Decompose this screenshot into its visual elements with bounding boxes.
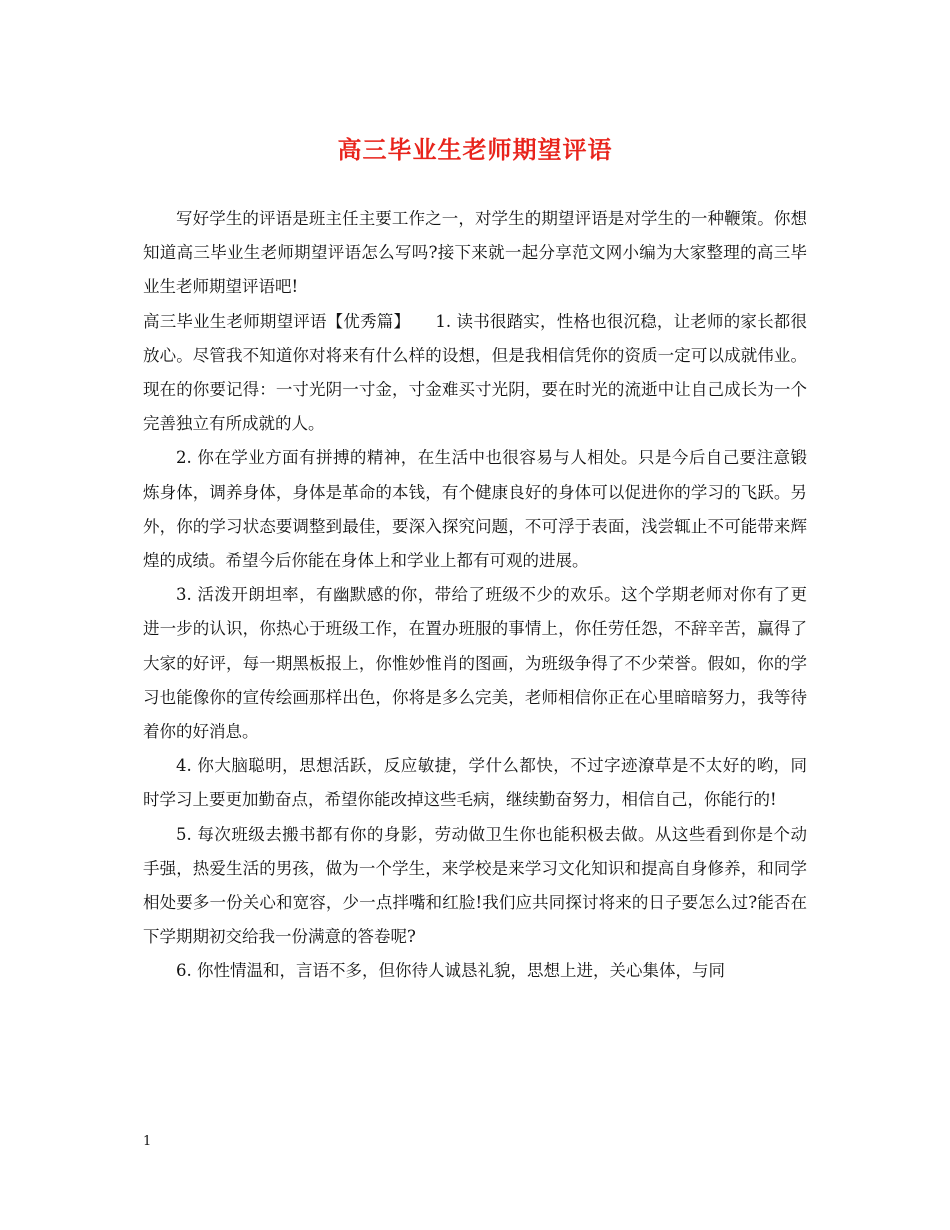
paragraph-comment-2: 2. 你在学业方面有拼搏的精神，在生活中也很容易与人相处。只是今后自己要注意锻炼身体，调养身体，身体是革命的本钱，有个健康良好的身体可以促进你的学习的飞跃。另外，你的学习状态要调整到最佳，要深入探究问题，不可浮于表面，浅尝辄止不可能带来辉煌的成绩。希望今后你能在身体上和学业上都有可观的进展。: [143, 448, 807, 571]
page-number: 1: [143, 1134, 152, 1149]
paragraph-comment-3: 3. 活泼开朗坦率，有幽默感的你，带给了班级不少的欢乐。这个学期老师对你有了更进一步的认识，你热心于班级工作，在置办班服的事情上，你任劳任怨，不辞辛苦，赢得了大家的好评，每一期黑板报上，你惟妙惟肖的图画，为班级争得了不少荣誉。假如，你的学习也能像你的宣传绘画那样出色，你将是多么完美，老师相信你正在心里暗暗努力，我等待着你的好消息。: [143, 585, 807, 742]
document-body: [143, 202, 807, 989]
paragraph-comment-6: 6. 你性情温和，言语不多，但你待人诚恳礼貌，思想上进，关心集体，与同: [176, 961, 725, 981]
paragraph-intro: 写好学生的评语是班主任主要工作之一，对学生的期望评语是对学生的一种鞭策。你想知道高三毕业生老师期望评语怎么写吗?接下来就一起分享范文网小编为大家整理的高三毕业生老师期望评语吧!: [143, 209, 807, 297]
page-title: 高三毕业生老师期望评语: [337, 135, 613, 164]
paragraph-comment-5: 5. 每次班级去搬书都有你的身影，劳动做卫生你也能积极去做。从这些看到你是个动手强，热爱生活的男孩，做为一个学生，来学校是来学习文化知识和提高自身修养，和同学相处要多一份关心和宽容，少一点拌嘴和红脸!我们应共同探讨将来的日子要怎么过?能否在下学期期初交给我一份满意的答卷呢?: [143, 824, 807, 947]
paragraph-comment-4: 4. 你大脑聪明，思想活跃，反应敏捷，学什么都快，不过字迹潦草是不太好的哟，同时学习上要更加勤奋点，希望你能改掉这些毛病，继续勤奋努力，相信自己，你能行的!: [143, 756, 807, 810]
paragraph-comment-1: 高三毕业生老师期望评语【优秀篇】 1. 读书很踏实，性格也很沉稳，让老师的家长都很放心。尽管我不知道你对将来有什么样的设想，但是我相信凭你的资质一定可以成就伟业。现在的你要记得：一寸光阴一寸金，寸金难买寸光阴，要在时光的流逝中让自己成长为一个完善独立有所成就的人。: [143, 311, 807, 434]
